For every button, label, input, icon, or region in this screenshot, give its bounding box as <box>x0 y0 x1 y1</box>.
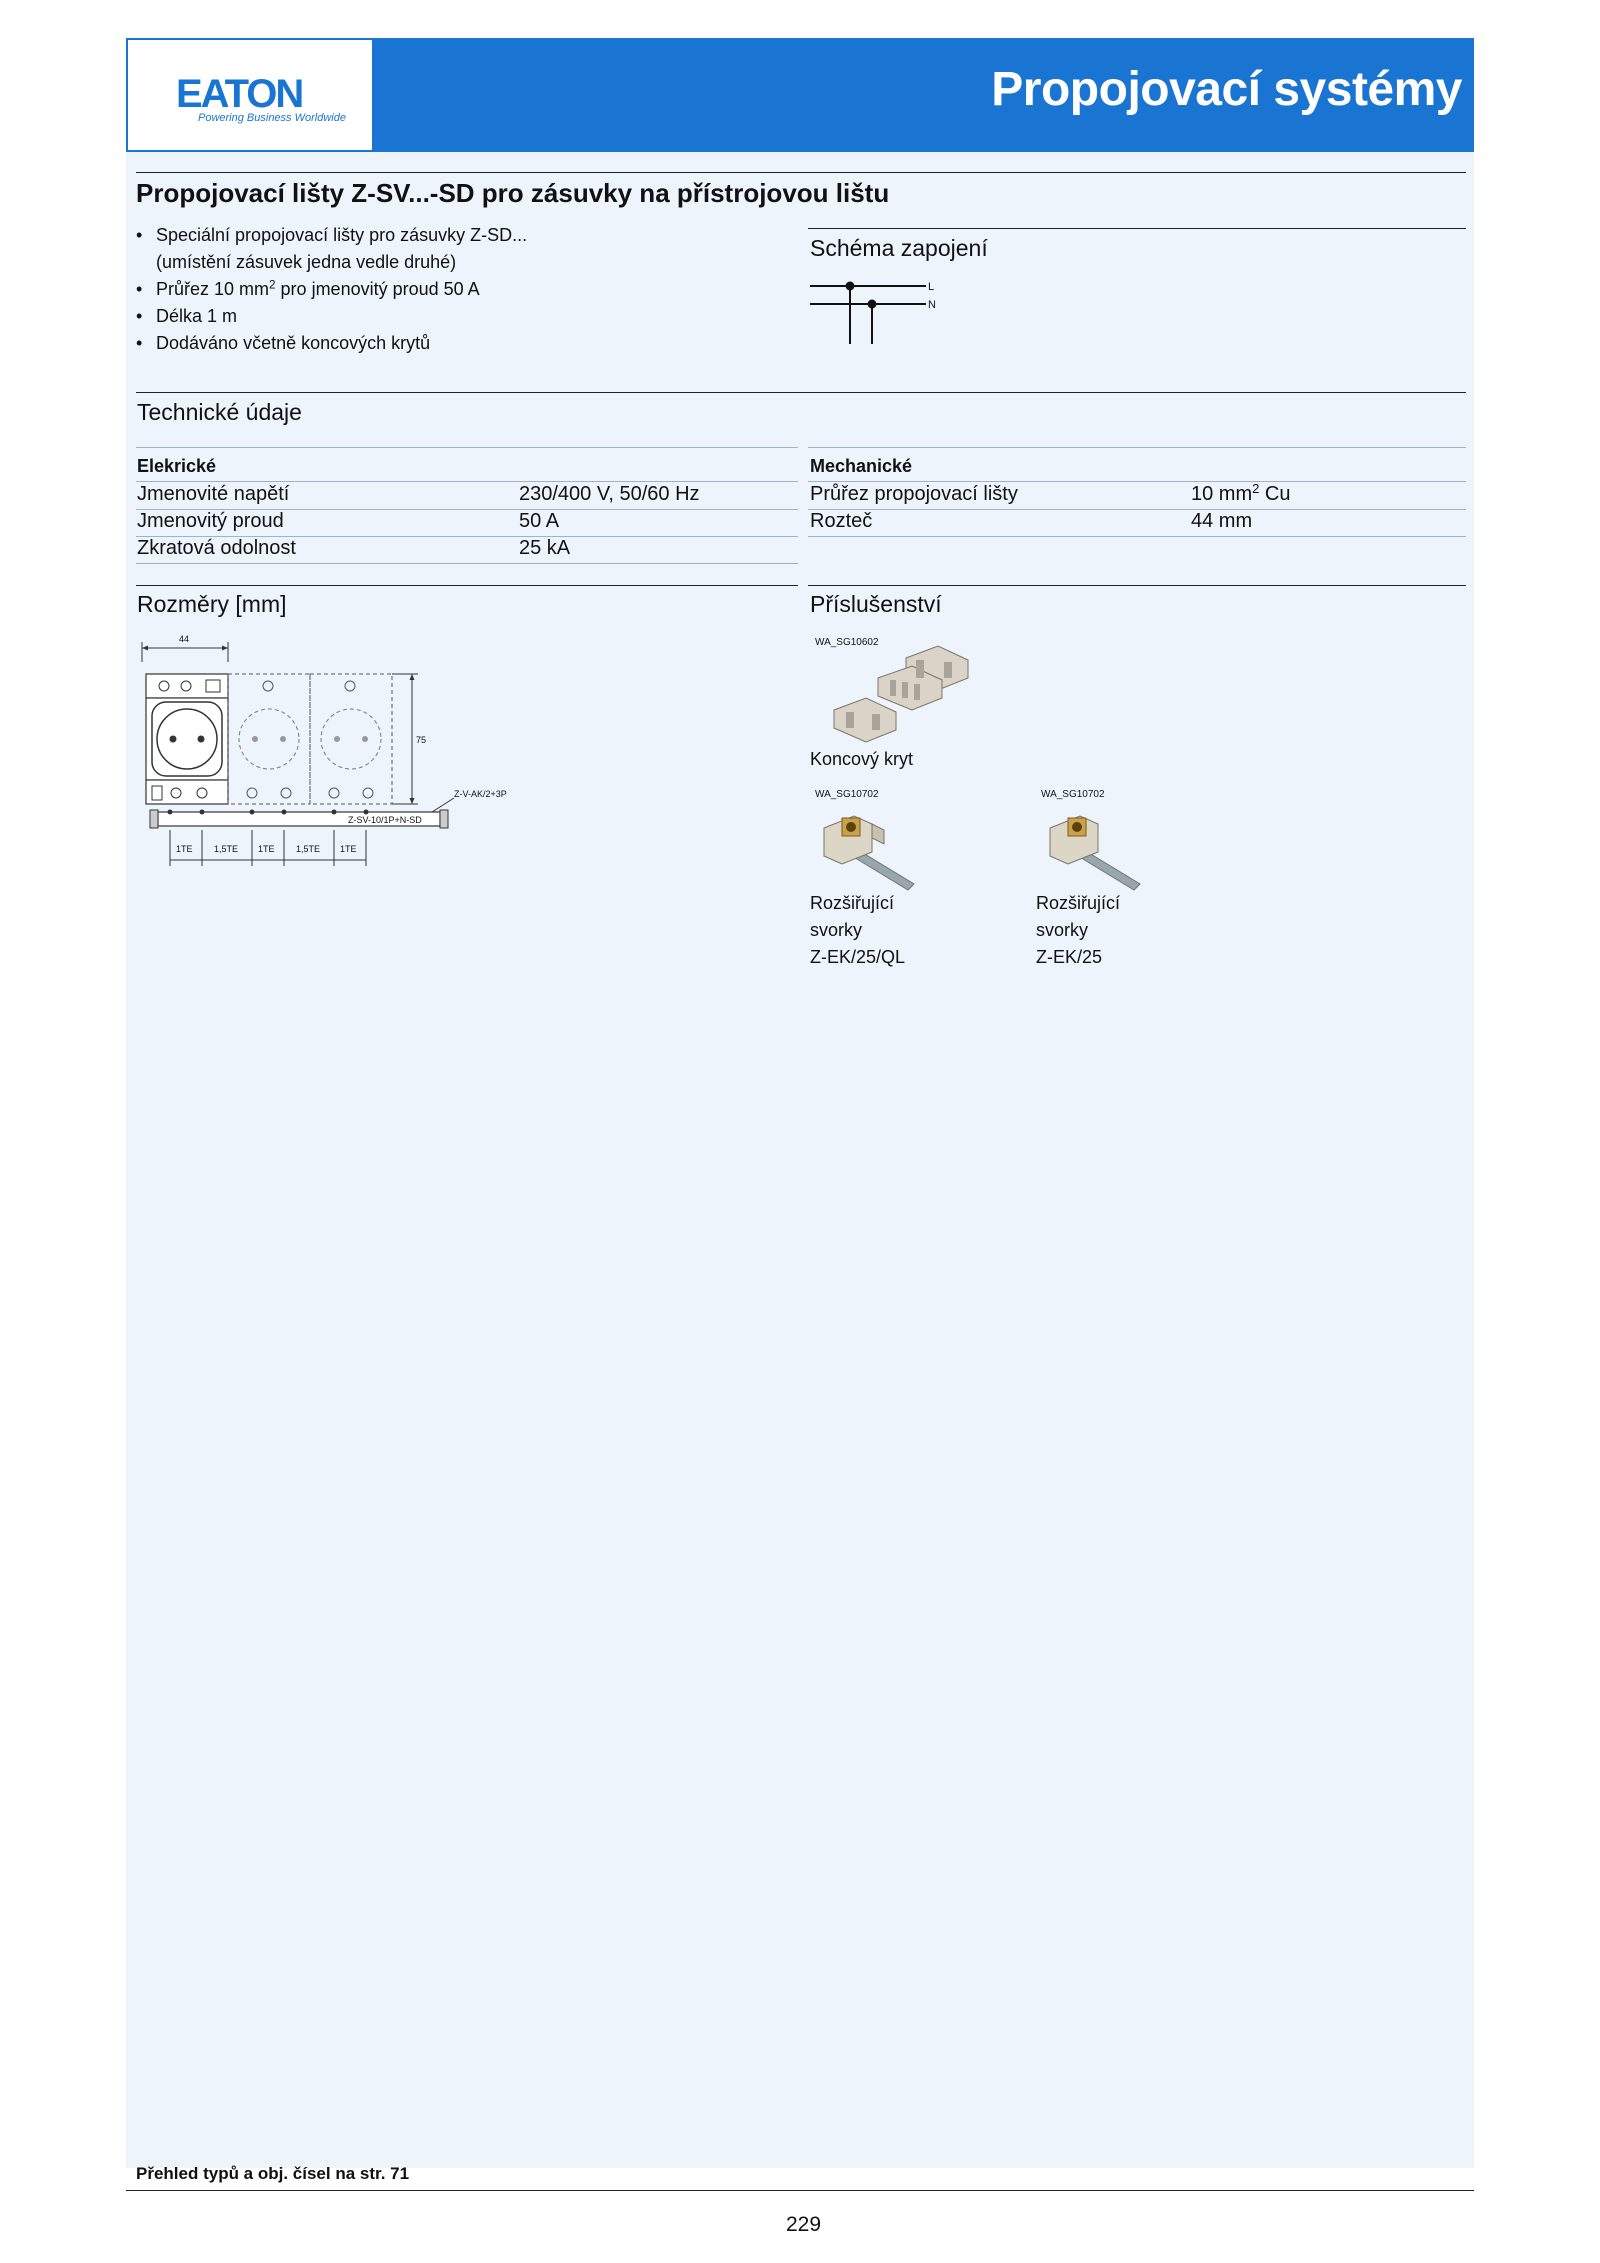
page-title: Propojovací systémy <box>991 63 1462 116</box>
spec-value: 25 kA <box>519 537 571 559</box>
caption-line: svorky <box>1036 920 1089 940</box>
feature-item <box>136 222 527 249</box>
label-l: L <box>928 281 935 293</box>
footer-note: Přehled typů a obj. čísel na str. 71 <box>136 2164 410 2183</box>
feature-list <box>136 222 527 357</box>
divider <box>808 585 1466 586</box>
electrical-heading: Elekrické <box>137 456 217 476</box>
logo-tagline: Powering Business Worldwide <box>198 112 346 124</box>
label-n: N <box>928 299 936 311</box>
tech-title: Technické údaje <box>137 399 302 425</box>
feature-item <box>136 276 527 303</box>
feature-item <box>136 249 527 276</box>
caption-line: Z-EK/25 <box>1036 947 1103 967</box>
caption-line: Koncový kryt <box>810 749 914 769</box>
divider <box>136 481 798 482</box>
eaton-logo-icon <box>176 74 336 112</box>
wiring-schematic <box>806 272 946 344</box>
extension-terminal-ql-image <box>812 808 922 893</box>
feature-text: (umístění zásuvek jedna vedle druhé) <box>156 252 457 272</box>
dimensions-title: Rozměry [mm] <box>137 591 287 617</box>
caption-line: Z-EK/25/QL <box>810 947 906 967</box>
spec-label: Průřez propojovací lišty <box>810 483 1018 505</box>
logo <box>128 40 372 150</box>
bullet-glyph: • <box>136 279 143 299</box>
te-label: 1TE <box>340 844 357 854</box>
image-code: WA_SG10602 <box>815 637 879 648</box>
image-code: WA_SG10702 <box>1041 789 1105 800</box>
spec-label: Jmenovité napětí <box>137 483 290 505</box>
feature-text: Speciální propojovací lišty pro zásuvky Z-SD... <box>156 225 528 245</box>
feature-text: Průřez 10 $mm^2$ pro jmenovitý proud 50 A <box>156 278 480 299</box>
divider <box>808 509 1466 510</box>
te-label: 1,5TE <box>296 844 321 854</box>
feature-item <box>136 303 527 330</box>
content-panel <box>126 38 1474 2168</box>
image-code: WA_SG10702 <box>815 789 879 800</box>
te-label: 1,5TE <box>214 844 239 854</box>
divider <box>136 447 798 448</box>
accessories-title: Příslušenství <box>810 591 942 617</box>
product-title: Propojovací lišty Z-SV...-SD pro zásuvky na přístrojovou lištu <box>136 178 890 208</box>
end-cover-image <box>820 638 970 748</box>
bar-label: Z-SV-10/1P+N-SD <box>348 815 422 825</box>
dimension-drawing <box>136 630 536 875</box>
spec-value: 230/400 V, 50/60 Hz <box>519 483 700 505</box>
caption-line: Rozšiřující <box>1036 893 1121 913</box>
schema-title: Schéma zapojení <box>810 235 988 261</box>
caption-line: Rozšiřující <box>810 893 895 913</box>
bullet-glyph: • <box>136 306 143 326</box>
divider <box>808 447 1466 448</box>
spec-value: 10 $mm^2$ Cu <box>1191 480 1291 505</box>
bullet-glyph: • <box>136 225 143 245</box>
divider <box>136 563 798 564</box>
te-label: 1TE <box>176 844 193 854</box>
divider <box>136 585 798 586</box>
feature-text: Délka 1 m <box>156 306 238 326</box>
divider <box>126 2190 1474 2191</box>
divider <box>808 228 1466 229</box>
caption-line: svorky <box>810 920 863 940</box>
spec-value: 50 A <box>519 510 560 532</box>
bullet-glyph: • <box>136 333 143 353</box>
mechanical-heading: Mechanické <box>810 456 913 476</box>
divider <box>808 481 1466 482</box>
spec-label: Zkratová odolnost <box>137 537 296 559</box>
divider <box>808 536 1466 537</box>
extension-terminal-image <box>1038 808 1148 893</box>
divider <box>136 172 1466 173</box>
feature-item <box>136 330 527 357</box>
spec-value: 44 mm <box>1191 510 1253 532</box>
cover-label: Z-V-AK/2+3P <box>454 789 507 799</box>
width-label: 44 <box>179 634 190 644</box>
te-label: 1TE <box>258 844 275 854</box>
height-label: 75 <box>416 735 427 745</box>
page-number: 229 <box>786 2213 822 2236</box>
svg-text:EATON: EATON <box>176 74 303 112</box>
divider <box>136 392 1466 393</box>
spec-label: Rozteč <box>810 510 873 532</box>
spec-label: Jmenovitý proud <box>137 510 284 532</box>
feature-text: Dodáváno včetně koncových krytů <box>156 333 431 353</box>
